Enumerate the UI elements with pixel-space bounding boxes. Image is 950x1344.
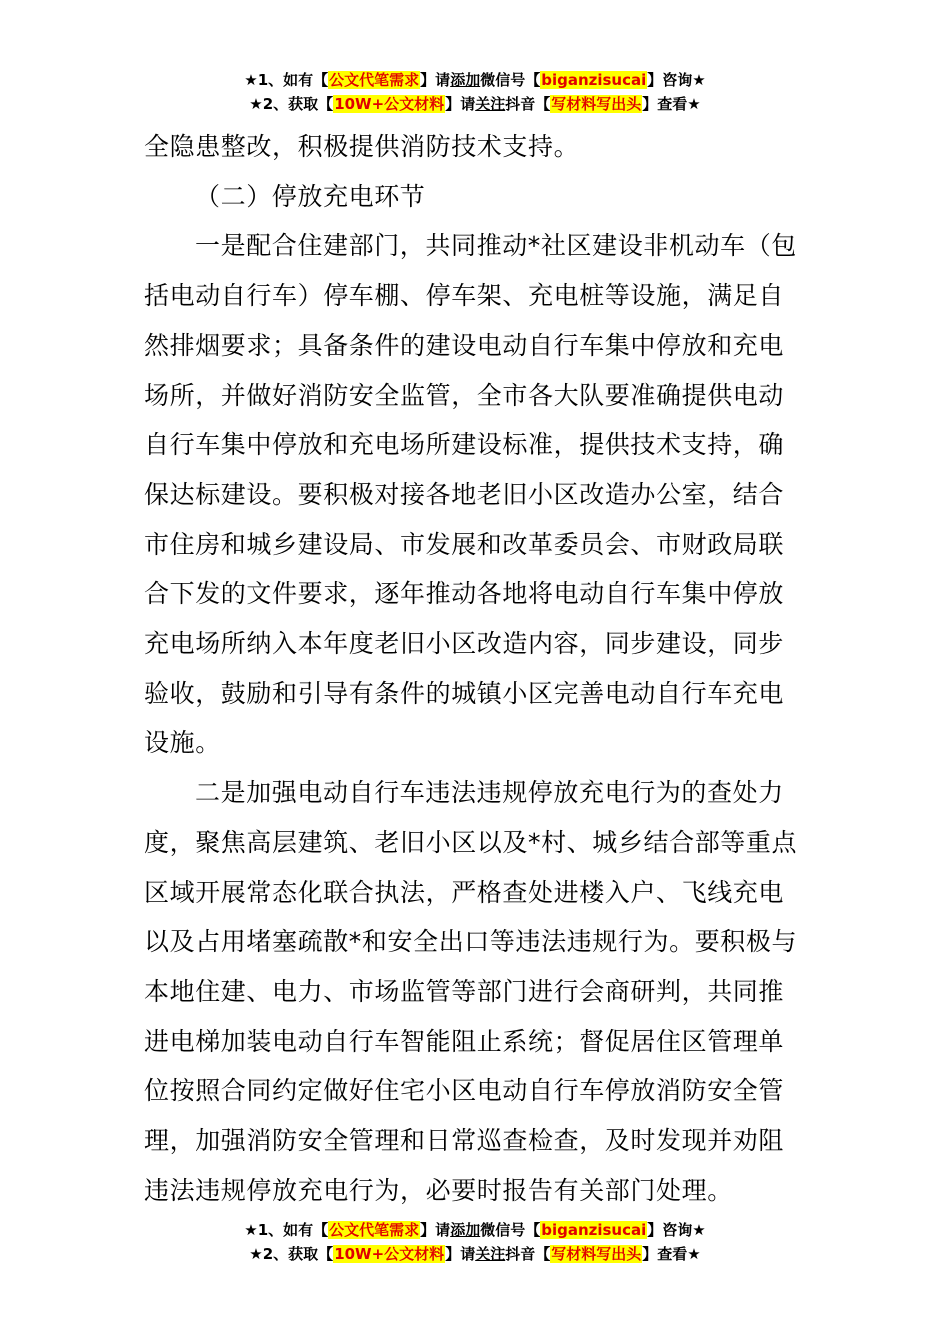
banner-wechat-id: biganzisucai <box>541 71 647 89</box>
banner-text: ★2、获取【 <box>249 1245 334 1263</box>
header-banner <box>0 68 950 116</box>
banner-text: 抖音【 <box>505 1245 551 1263</box>
banner-line-2 <box>0 92 950 116</box>
banner-underlined-text: 添加 <box>450 1221 481 1239</box>
banner-text: 抖音【 <box>505 95 551 113</box>
banner-text: 微信号【 <box>480 1221 541 1239</box>
banner-douyin-name: 写材料写出头 <box>551 95 642 113</box>
banner-text: 】请 <box>420 71 451 89</box>
banner-highlight: 10W+公文材料 <box>334 95 445 113</box>
paragraph-1: 一是配合住建部门，共同推动*社区建设非机动车（包括电动自行车）停车棚、停车架、充电桩等设施，满足自然排烟要求；具备条件的建设电动自行车集中停放和充电场所，并做好消防安全监管，全市各大队要准确提供电动自行车集中停放和充电场所建设标准，提供技术支持，确保达标建设。要积极对接各地老旧小区改造办公室，结合市住房和城乡建设局、市发展和改革委员会、市财政局联合下发的文件要求，逐年推动各地将电动自行车集中停放充电场所纳入本年度老旧小区改造内容，同步建设，同步验收，鼓励和引导有条件的城镇小区完善电动自行车充电设施。 <box>144 231 797 758</box>
banner-text: 微信号【 <box>480 71 541 89</box>
banner-wechat-id: biganzisucai <box>541 1221 647 1239</box>
footer-banner <box>0 1218 950 1266</box>
banner-text: 】查看★ <box>642 1245 701 1263</box>
banner-line-1 <box>0 68 950 92</box>
paragraph-continued: 全隐患整改，积极提供消防技术支持。 <box>144 132 580 161</box>
banner-text: 】咨询★ <box>647 1221 706 1239</box>
banner-underlined-text: 关注 <box>475 1245 506 1263</box>
banner-line-2 <box>0 1242 950 1266</box>
paragraph-2: 二是加强电动自行车违法违规停放充电行为的查处力度，聚焦高层建筑、老旧小区以及*村、城乡结合部等重点区域开展常态化联合执法，严格查处进楼入户、飞线充电以及占用堵塞疏散*和安全出口等违法违规行为。要积极与本地住建、电力、市场监管等部门进行会商研判，共同推进电梯加装电动自行车智能阻止系统；督促居住区管理单位按照合同约定做好住宅小区电动自行车停放消防安全管理，加强消防安全管理和日常巡查检查，及时发现并劝阻违法违规停放充电行为，必要时报告有关部门处理。 <box>144 778 798 1205</box>
banner-text: ★1、如有【 <box>244 1221 329 1239</box>
banner-highlight: 公文代笔需求 <box>329 71 420 89</box>
banner-text: 】请 <box>445 95 476 113</box>
banner-highlight: 公文代笔需求 <box>329 1221 420 1239</box>
banner-underlined-text: 添加 <box>450 71 481 89</box>
banner-text: 】咨询★ <box>647 71 706 89</box>
banner-text: 】请 <box>420 1221 451 1239</box>
banner-underlined-text: 关注 <box>475 95 506 113</box>
banner-text: 】请 <box>445 1245 476 1263</box>
document-body <box>144 122 809 1215</box>
banner-line-1 <box>0 1218 950 1242</box>
banner-text: ★2、获取【 <box>249 95 334 113</box>
banner-highlight: 10W+公文材料 <box>334 1245 445 1263</box>
banner-text: 】查看★ <box>642 95 701 113</box>
banner-douyin-name: 写材料写出头 <box>551 1245 642 1263</box>
section-heading: （二）停放充电环节 <box>195 181 426 211</box>
banner-text: ★1、如有【 <box>244 71 329 89</box>
